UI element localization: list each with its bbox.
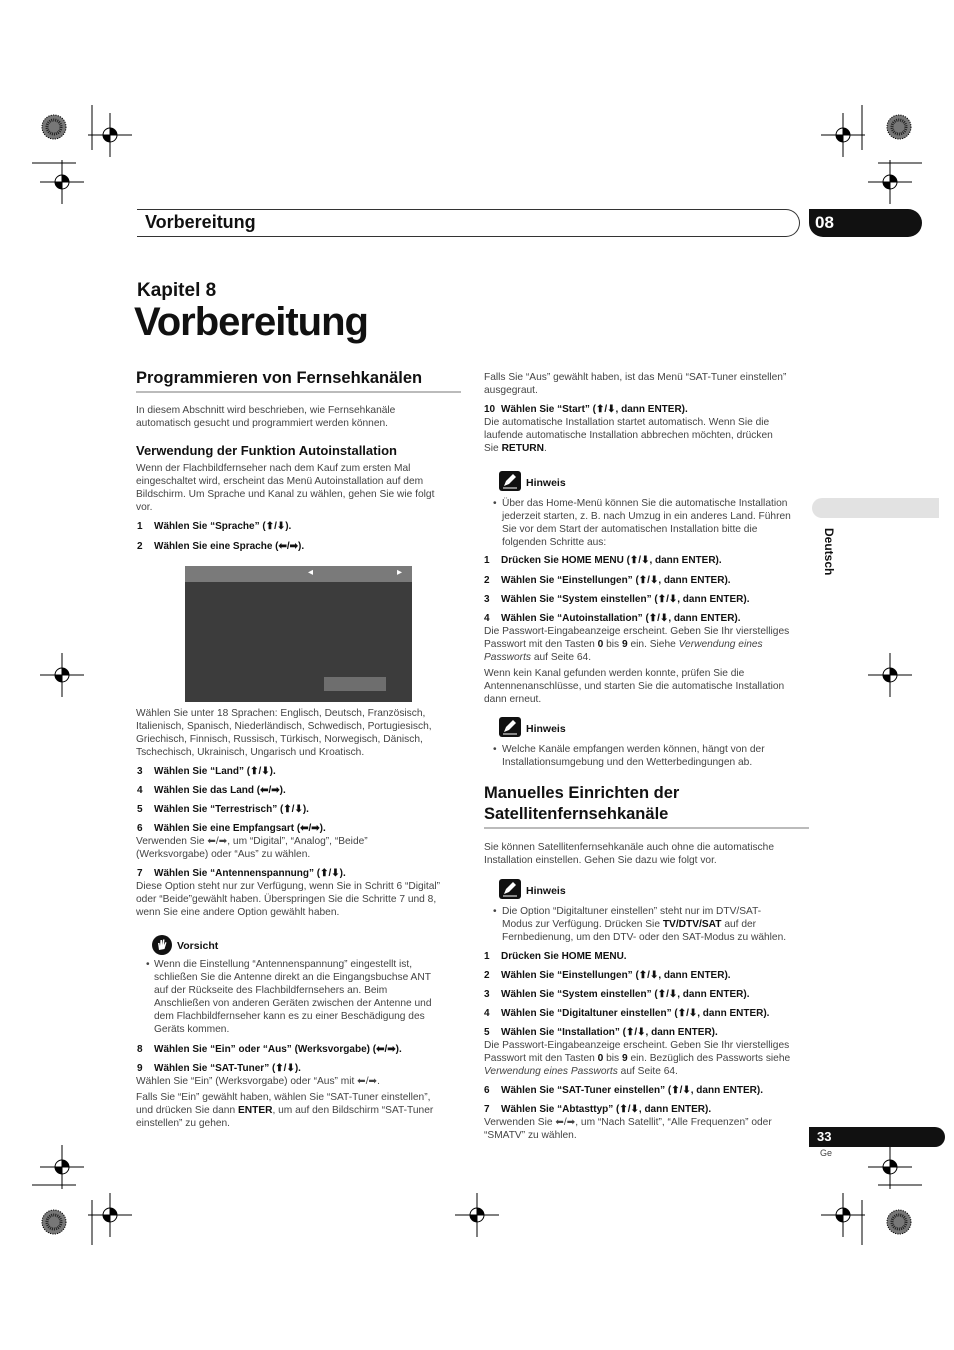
left-arrow-icon: ◂ — [308, 567, 314, 578]
note-line: folgenden Schritte aus: — [502, 537, 607, 548]
body-line: dann erneut. — [484, 694, 542, 705]
body-line: Verwendung eines Passworts auf Seite 64. — [484, 1066, 678, 1077]
body-line: Griechisch, Finnisch, Russisch, Türkisch, Norwegisch, Dänisch, — [136, 734, 423, 745]
body-line: Die Passwort-Eingabeanzeige erscheint. Geben Sie Ihr vierstelliges — [484, 1040, 790, 1051]
caution-line: auf der Rückseite des Flachbildfernsehers an. Beim — [154, 985, 388, 996]
step-4: 4 Wählen Sie das Land (⬅/➡). — [137, 785, 286, 796]
step-1: 1 Wählen Sie “Sprache” (⬆/⬇). — [137, 521, 292, 532]
body-line: eingeschaltet wird, erscheint das Menü Autoinstallation auf dem — [136, 476, 424, 487]
body-line: Italienisch, Spanisch, Niederländisch, Schwedisch, Portugiesisch, — [136, 721, 432, 732]
header-title: Vorbereitung — [145, 212, 256, 232]
body-line: und drücken Sie dann ENTER, um auf den Bildschirm “SAT-Tuner — [136, 1105, 434, 1116]
body-line: oder “Beide”gewählt haben. Überspringen Sie die Schritte 7 und 8, — [136, 894, 437, 905]
intro-line: In diesem Abschnitt wird beschrieben, wie Fernsehkanäle — [136, 405, 396, 416]
intro-line: automatisch gesucht und programmiert werden können. — [136, 418, 388, 429]
step-6: 6 Wählen Sie eine Empfangsart (⬅/➡). — [137, 823, 326, 834]
body-line: Wählen Sie unter 18 Sprachen: Englisch, Deutsch, Französisch, — [136, 708, 426, 719]
menu-button-placeholder — [324, 677, 386, 691]
body-line: (Werksvorgabe) oder “Aus” zu wählen. — [136, 849, 311, 860]
chapter-label: Kapitel 8 — [137, 280, 217, 301]
note-heading: Hinweis — [526, 723, 566, 735]
note-line: Über das Home-Menü können Sie die automatische Installation — [502, 498, 788, 509]
body-line: Passworts auf Seite 64. — [484, 652, 592, 663]
body-line: ausgegraut. — [484, 385, 538, 396]
page-language: Ge — [820, 1148, 833, 1158]
heading-autoinstallation: Verwendung der Funktion Autoinstallation — [136, 443, 397, 458]
note-heading: Hinweis — [526, 885, 566, 897]
note-line: Welche Kanäle empfangen werden können, hängt von der — [502, 744, 765, 755]
body-line: laufende automatische Installation abbrechen möchten, drücken — [484, 430, 773, 441]
caution-heading: Vorsicht — [177, 940, 219, 952]
caution-bullet: • — [146, 959, 150, 970]
body-line: Installation einstellen. Gehen Sie dazu wie folgt vor. — [484, 855, 717, 866]
chapter-title: Vorbereitung — [134, 300, 368, 344]
heading-manuell: Satellitenfernsehkanäle — [484, 805, 669, 823]
heading-rule — [136, 391, 461, 393]
caution-line: Anschließen von anderen Geräten zwischen der Antenne und — [154, 998, 432, 1009]
note-line: Installationsumgebung und den Wetterbedingungen ab. — [502, 757, 753, 768]
body-line: Bildschirm. Um Sprache und Kanal zu wählen, gehen Sie wie folgt — [136, 489, 435, 500]
substep-2: 2 Wählen Sie “Einstellungen” (⬆/⬇, dann ENTER). — [484, 575, 731, 586]
note-line: jederzeit starten, z. B. nach Umzug in ein anderes Land. Führen — [502, 511, 791, 522]
note-icon — [499, 717, 521, 737]
body-line: Die automatische Installation startet automatisch. Wenn Sie die — [484, 417, 770, 428]
manual-step-4: 4 Wählen Sie “Digitaltuner einstellen” (⬆/⬇, dann ENTER). — [484, 1008, 770, 1019]
body-line: Wenn der Flachbildfernseher nach dem Kauf zum ersten Mal — [136, 463, 411, 474]
step-5: 5 Wählen Sie “Terrestrisch” (⬆/⬇). — [137, 804, 309, 815]
substep-4: 4 Wählen Sie “Autoinstallation” (⬆/⬇, dann ENTER). — [484, 613, 741, 624]
chapter-number-badge — [809, 209, 922, 237]
substep-3: 3 Wählen Sie “System einstellen” (⬆/⬇, dann ENTER). — [484, 594, 750, 605]
note-heading: Hinweis — [526, 477, 566, 489]
menu-row-highlight — [185, 566, 412, 582]
body-line: Sie können Satellitenfernsehkanäle auch ohne die automatische — [484, 842, 774, 853]
right-arrow-icon: ▸ — [397, 567, 403, 578]
caution-line: Wenn die Einstellung “Antennenspannung” eingestellt ist, — [154, 959, 413, 970]
body-line: Antennenanschlüsse, und starten Sie die automatische Installation — [484, 681, 785, 692]
caution-line: dem Flachbildfernseher kann es zu einer Beschädigung des — [154, 1011, 425, 1022]
body-line: Falls Sie “Aus” gewählt haben, ist das Menü “SAT-Tuner einstellen” — [484, 372, 787, 383]
manual-step-3: 3 Wählen Sie “System einstellen” (⬆/⬇, dann ENTER). — [484, 989, 750, 1000]
note-line: Sie vor dem Start der automatischen Installation bitte die — [502, 524, 758, 535]
substep-1: 1 Drücken Sie HOME MENU (⬆/⬇, dann ENTER). — [484, 555, 722, 566]
caution-line: schließen Sie die Antenne direkt an die Eingangsbuchse ANT — [154, 972, 431, 983]
body-line: Wählen Sie “Ein” (Werksvorgabe) oder “Aus” mit ⬅/➡. — [136, 1076, 380, 1087]
tv-menu-screenshot — [185, 566, 412, 702]
body-line: vor. — [136, 502, 153, 513]
step-3: 3 Wählen Sie “Land” (⬆/⬇). — [137, 766, 276, 777]
body-line: Passwort mit den Tasten 0 bis 9 ein. Siehe Verwendung eines — [484, 639, 763, 650]
body-line: Diese Option steht nur zur Verfügung, wenn Sie in Schritt 6 “Digital” — [136, 881, 441, 892]
heading-rule — [484, 827, 809, 829]
heading-programmieren: Programmieren von Fernsehkanälen — [136, 369, 423, 387]
manual-step-6: 6 Wählen Sie “SAT-Tuner einstellen” (⬆/⬇, dann ENTER). — [484, 1085, 763, 1096]
side-tab — [812, 498, 939, 518]
body-line: Wenn kein Kanal gefunden werden konnte, prüfen Sie die — [484, 668, 745, 679]
note-line: Fernbedienung, um den DTV- oder den SAT-Modus zu wählen. — [502, 932, 787, 943]
side-tab-label: Deutsch — [822, 528, 836, 576]
step-10: 10 Wählen Sie “Start” (⬆/⬇, dann ENTER). — [484, 404, 688, 415]
body-line: Verwenden Sie ⬅/➡, um “Nach Satellit”, “Alle Frequenzen” oder — [484, 1117, 772, 1128]
note-bullet: • — [493, 744, 497, 755]
note-bullet: • — [493, 906, 497, 917]
step-9: 9 Wählen Sie “SAT-Tuner” (⬆/⬇). — [137, 1063, 301, 1074]
chapter-number: 08 — [815, 213, 834, 232]
note-icon — [499, 879, 521, 899]
page-number: 33 — [817, 1129, 832, 1144]
step-7: 7 Wählen Sie “Antennenspannung” (⬆/⬇). — [137, 868, 346, 879]
body-line: Tschechisch, Ukrainisch, Ungarisch und Kroatisch. — [136, 747, 365, 758]
manual-step-2: 2 Wählen Sie “Einstellungen” (⬆/⬇, dann ENTER). — [484, 970, 731, 981]
body-line: Passwort mit den Tasten 0 bis 9 ein. Bezüglich des Passworts siehe — [484, 1053, 791, 1064]
manual-step-7: 7 Wählen Sie “Abtasttyp” (⬆/⬇, dann ENTER). — [484, 1104, 712, 1115]
caution-icon — [152, 935, 172, 955]
page-number-badge — [809, 1127, 945, 1147]
body-line: einstellen” zu gehen. — [136, 1118, 231, 1129]
caution-line: Geräts kommen. — [154, 1024, 230, 1035]
step-2: 2 Wählen Sie eine Sprache (⬅/➡). — [137, 541, 305, 552]
note-icon — [499, 471, 521, 491]
body-line: Sie RETURN. — [484, 443, 547, 454]
body-line: Verwenden Sie ⬅/➡, um “Digital”, “Analog”, “Beide” — [136, 836, 368, 847]
body-line: Falls Sie “Ein” gewählt haben, wählen Sie “SAT-Tuner einstellen”, — [136, 1092, 431, 1103]
step-8: 8 Wählen Sie “Ein” oder “Aus” (Werksvorgabe) (⬅/➡). — [137, 1044, 402, 1055]
note-line: Modus zur Verfügung. Drücken Sie TV/DTV/SAT auf der — [502, 919, 757, 930]
body-line: wenn Sie eine andere Option gewählt haben. — [136, 907, 340, 918]
body-line: “SMATV” zu wählen. — [484, 1130, 577, 1141]
manual-step-5: 5 Wählen Sie “Installation” (⬆/⬇, dann ENTER). — [484, 1027, 718, 1038]
note-line: Die Option “Digitaltuner einstellen” steht nur im DTV/SAT- — [502, 906, 762, 917]
note-bullet: • — [493, 498, 497, 509]
manual-step-1: 1 Drücken Sie HOME MENU. — [484, 951, 627, 962]
heading-manuell: Manuelles Einrichten der — [484, 784, 680, 802]
body-line: Die Passwort-Eingabeanzeige erscheint. Geben Sie Ihr vierstelliges — [484, 626, 790, 637]
